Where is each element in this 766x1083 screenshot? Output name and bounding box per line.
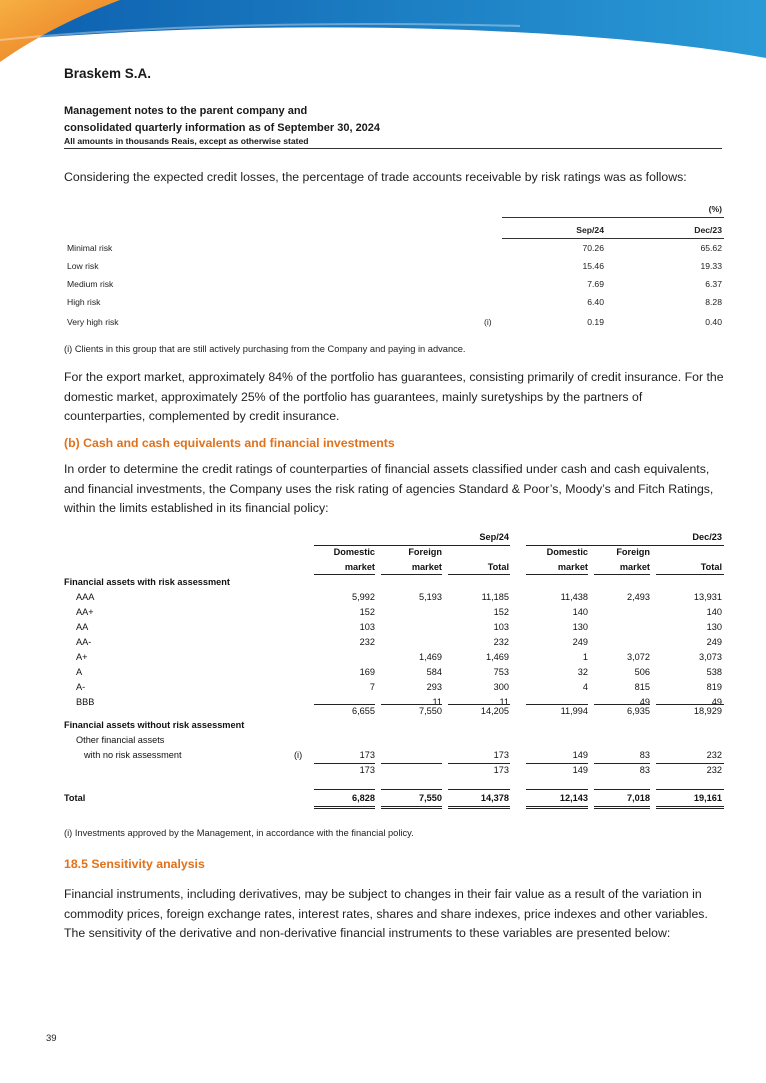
rating-value-col2: 584 bbox=[426, 667, 442, 677]
subtotal-rule bbox=[526, 763, 588, 764]
subtotal-rule bbox=[594, 704, 650, 705]
rating-value-col4: 140 bbox=[572, 607, 588, 617]
rating-value-col4: 32 bbox=[577, 667, 588, 677]
period-header-dec23: Dec/23 bbox=[692, 532, 722, 542]
risk-value-dec23: 6.37 bbox=[705, 279, 722, 289]
col-rule bbox=[448, 574, 510, 575]
rating-value-col3: 1,469 bbox=[486, 652, 509, 662]
total-top-rule bbox=[448, 789, 510, 790]
page-number: 39 bbox=[46, 1033, 57, 1044]
total-top-rule bbox=[314, 789, 375, 790]
risk-value-dec23: 8.28 bbox=[705, 297, 722, 307]
rating-label: BBB bbox=[76, 697, 95, 707]
other-assets-value-col5: 83 bbox=[639, 750, 650, 760]
rating-label: A+ bbox=[76, 652, 88, 662]
total-label: Total bbox=[64, 793, 86, 803]
rating-value-col4: 4 bbox=[582, 682, 588, 692]
document-title-line2: consolidated quarterly information as of September 30, 2024 bbox=[64, 122, 381, 134]
subtotal-rule bbox=[314, 704, 375, 705]
total-top-rule bbox=[381, 789, 442, 790]
rating-value-col6: 819 bbox=[706, 682, 722, 692]
subtotal-rule bbox=[656, 704, 724, 705]
company-name: Braskem S.A. bbox=[64, 66, 152, 81]
col-rule bbox=[381, 574, 442, 575]
period-rule-dec23 bbox=[526, 545, 724, 546]
risk-table-row bbox=[64, 297, 724, 315]
total-double-rule bbox=[314, 806, 375, 809]
risk-table-footnote: (i) Clients in this group that are still actively purchasing from the Company and paying in advance. bbox=[64, 344, 466, 354]
rating-value-col1: 5,992 bbox=[352, 592, 375, 602]
risk-value-sep24: 0.19 bbox=[587, 317, 604, 327]
risk-value-sep24: 70.26 bbox=[582, 243, 604, 253]
risk-table-row bbox=[64, 243, 724, 261]
total-double-rule bbox=[381, 806, 442, 809]
other-assets-label-1: Other financial assets bbox=[76, 735, 165, 745]
rating-value-col2: 11 bbox=[432, 697, 442, 707]
section-b-paragraph: In order to determine the credit ratings of counterparties of financial assets classified under cash and cash equivalents, and financial investments, the Company uses the risk rating of agencies Standard & Poor’s, Moody’s and Fitch Ratings, within the limits established in its financial policy: bbox=[64, 462, 714, 515]
col-rule bbox=[526, 574, 588, 575]
rating-value-col6: 130 bbox=[706, 622, 722, 632]
section-18-5-heading: 18.5 Sensitivity analysis bbox=[64, 857, 205, 871]
subtotal-with-risk-col1: 6,655 bbox=[352, 706, 375, 716]
col-rule bbox=[594, 574, 650, 575]
risk-table-row bbox=[64, 279, 724, 297]
period-header-sep24: Sep/24 bbox=[479, 532, 509, 542]
rating-value-col3: 103 bbox=[493, 622, 509, 632]
export-paragraph: For the export market, approximately 84% of the portfolio has guarantees, consisting primarily of credit insurance. For the domestic market, approximately 25% of the portfolio has guarantees, mainly suretyships by the partners of counterparties, complemented by credit insurance. bbox=[64, 370, 724, 423]
risk-label: Medium risk bbox=[67, 279, 114, 289]
rating-label: A bbox=[76, 667, 83, 677]
risk-marker: (i) bbox=[484, 317, 492, 327]
rating-value-col6: 538 bbox=[706, 667, 722, 677]
subtotal-without-risk-col4: 149 bbox=[572, 765, 588, 775]
subtotal-rule bbox=[594, 763, 650, 764]
rating-value-col6: 140 bbox=[706, 607, 722, 617]
rating-value-col5: 506 bbox=[634, 667, 650, 677]
subtotal-rule bbox=[448, 704, 510, 705]
risk-label: Low risk bbox=[67, 261, 99, 271]
risk-label: High risk bbox=[67, 297, 101, 307]
col-rule bbox=[656, 574, 724, 575]
rating-value-col1: 7 bbox=[369, 682, 375, 692]
document-subtitle: All amounts in thousands Reais, except as otherwise stated bbox=[64, 136, 309, 146]
risk-table-top-rule bbox=[502, 217, 724, 218]
rating-value-col2: 293 bbox=[426, 682, 442, 692]
rating-label: AA+ bbox=[76, 607, 94, 617]
rating-value-col5: 49 bbox=[639, 697, 650, 707]
subtotal-rule bbox=[381, 763, 442, 764]
rating-value-col2: 1,469 bbox=[419, 652, 442, 662]
risk-table-header-sep24: Sep/24 bbox=[576, 225, 604, 235]
total-double-rule bbox=[448, 806, 510, 809]
col-foreign-1: Foreign bbox=[616, 547, 650, 557]
rating-label: AA- bbox=[76, 637, 92, 647]
risk-value-dec23: 65.62 bbox=[700, 243, 722, 253]
total-top-rule bbox=[594, 789, 650, 790]
total-double-rule bbox=[526, 806, 588, 809]
rating-label: AA bbox=[76, 622, 89, 632]
total-value-col6: 19,161 bbox=[693, 793, 722, 803]
col-foreign-1: Foreign bbox=[408, 547, 442, 557]
risk-label: Very high risk bbox=[67, 317, 119, 327]
intro-paragraph: Considering the expected credit losses, the percentage of trade accounts receivable by risk ratings was as follows: bbox=[64, 170, 687, 184]
rating-value-col3: 300 bbox=[493, 682, 509, 692]
document-title bbox=[64, 103, 380, 137]
total-value-col4: 12,143 bbox=[559, 793, 588, 803]
other-assets-marker: (i) bbox=[294, 750, 303, 760]
risk-table-row bbox=[64, 261, 724, 279]
rating-value-col3: 152 bbox=[493, 607, 509, 617]
subtotal-with-risk-col3: 14,205 bbox=[480, 706, 509, 716]
subtotal-without-risk-col3: 173 bbox=[493, 765, 509, 775]
rating-value-col1: 152 bbox=[359, 607, 375, 617]
group-label-without-risk: Financial assets without risk assessment bbox=[64, 720, 245, 730]
total-double-rule bbox=[594, 806, 650, 809]
risk-table-header-dec23: Dec/23 bbox=[694, 225, 722, 235]
col-domestic-2: market bbox=[344, 562, 375, 572]
subtotal-rule bbox=[381, 704, 442, 705]
other-assets-value-col3: 173 bbox=[493, 750, 509, 760]
risk-label: Minimal risk bbox=[67, 243, 113, 253]
fin-table-footnote: (i) Investments approved by the Management, in accordance with the financial policy. bbox=[64, 828, 414, 838]
other-assets-label-2: with no risk assessment bbox=[84, 750, 182, 760]
rating-value-col1: 169 bbox=[359, 667, 375, 677]
rating-value-col5: 815 bbox=[634, 682, 650, 692]
rating-value-col5: 3,072 bbox=[627, 652, 650, 662]
subtotal-without-risk-col1: 173 bbox=[359, 765, 375, 775]
col-foreign-2: market bbox=[619, 562, 650, 572]
risk-value-dec23: 0.40 bbox=[705, 317, 722, 327]
total-value-col5: 7,018 bbox=[627, 793, 650, 803]
total-top-rule bbox=[656, 789, 724, 790]
col-foreign-2: market bbox=[411, 562, 442, 572]
rating-value-col4: 1 bbox=[582, 652, 588, 662]
rating-value-col1: 232 bbox=[359, 637, 375, 647]
subtotal-rule bbox=[448, 763, 510, 764]
section-b-heading: (b) Cash and cash equivalents and financial investments bbox=[64, 436, 395, 450]
rating-value-col3: 753 bbox=[493, 667, 509, 677]
total-value-col1: 6,828 bbox=[352, 793, 375, 803]
rating-value-col4: 11,438 bbox=[560, 592, 588, 602]
header-banner bbox=[0, 0, 766, 62]
risk-table-header-rule bbox=[502, 238, 724, 239]
col-domestic-1: Domestic bbox=[546, 547, 588, 557]
risk-table-unit-row bbox=[64, 204, 724, 222]
rating-value-col2: 5,193 bbox=[419, 592, 442, 602]
total-value-col3: 14,378 bbox=[480, 793, 509, 803]
risk-value-sep24: 15.46 bbox=[582, 261, 604, 271]
subtotal-rule bbox=[656, 763, 724, 764]
rating-value-col6: 13,931 bbox=[693, 592, 722, 602]
rating-value-col6: 249 bbox=[706, 637, 722, 647]
subtotal-without-risk-col5: 83 bbox=[639, 765, 650, 775]
col-total: Total bbox=[700, 562, 722, 572]
subtotal-with-risk-col5: 6,935 bbox=[627, 706, 650, 716]
total-value-col2: 7,550 bbox=[419, 793, 442, 803]
rating-value-col3: 11 bbox=[499, 697, 509, 707]
rating-value-col4: 249 bbox=[572, 637, 588, 647]
subtotal-rule bbox=[526, 704, 588, 705]
col-rule bbox=[314, 574, 375, 575]
rating-value-col1: 103 bbox=[359, 622, 375, 632]
rating-label: AAA bbox=[76, 592, 95, 602]
subtotal-with-risk-col4: 11,994 bbox=[560, 706, 588, 716]
group-label-with-risk: Financial assets with risk assessment bbox=[64, 577, 230, 587]
risk-value-dec23: 19.33 bbox=[700, 261, 722, 271]
rating-value-col3: 11,185 bbox=[481, 592, 509, 602]
rating-value-col5: 2,493 bbox=[627, 592, 650, 602]
rating-value-col3: 232 bbox=[493, 637, 509, 647]
risk-table-header-row bbox=[64, 225, 724, 243]
col-total: Total bbox=[487, 562, 509, 572]
col-domestic-2: market bbox=[557, 562, 588, 572]
risk-table-row bbox=[64, 317, 724, 335]
total-top-rule bbox=[526, 789, 588, 790]
rating-label: A- bbox=[76, 682, 86, 692]
document-title-line1: Management notes to the parent company and bbox=[64, 105, 308, 117]
period-rule-sep24 bbox=[314, 545, 510, 546]
other-assets-value-col1: 173 bbox=[359, 750, 375, 760]
risk-value-sep24: 7.69 bbox=[587, 279, 604, 289]
rating-value-col4: 130 bbox=[572, 622, 588, 632]
risk-value-sep24: 6.40 bbox=[587, 297, 604, 307]
subtotal-rule bbox=[314, 763, 375, 764]
section-18-5-paragraph: Financial instruments, including derivatives, may be subject to changes in their fair value as a result of the variation in commodity prices, foreign exchange rates, interest rates, shares and share indexes, price indexes and other variables. The sensitivity of the derivative and non-derivative financial instruments to these variables are presented below: bbox=[64, 887, 708, 940]
subtotal-without-risk-col6: 232 bbox=[706, 765, 722, 775]
risk-table-unit: (%) bbox=[708, 204, 722, 214]
col-domestic-1: Domestic bbox=[333, 547, 375, 557]
rating-value-col6: 49 bbox=[711, 697, 722, 707]
other-assets-value-col4: 149 bbox=[572, 750, 588, 760]
total-double-rule bbox=[656, 806, 724, 809]
subtotal-with-risk-col6: 18,929 bbox=[693, 706, 722, 716]
header-divider bbox=[64, 148, 722, 149]
other-assets-value-col6: 232 bbox=[706, 750, 722, 760]
subtotal-with-risk-col2: 7,550 bbox=[419, 706, 442, 716]
rating-value-col6: 3,073 bbox=[699, 652, 722, 662]
